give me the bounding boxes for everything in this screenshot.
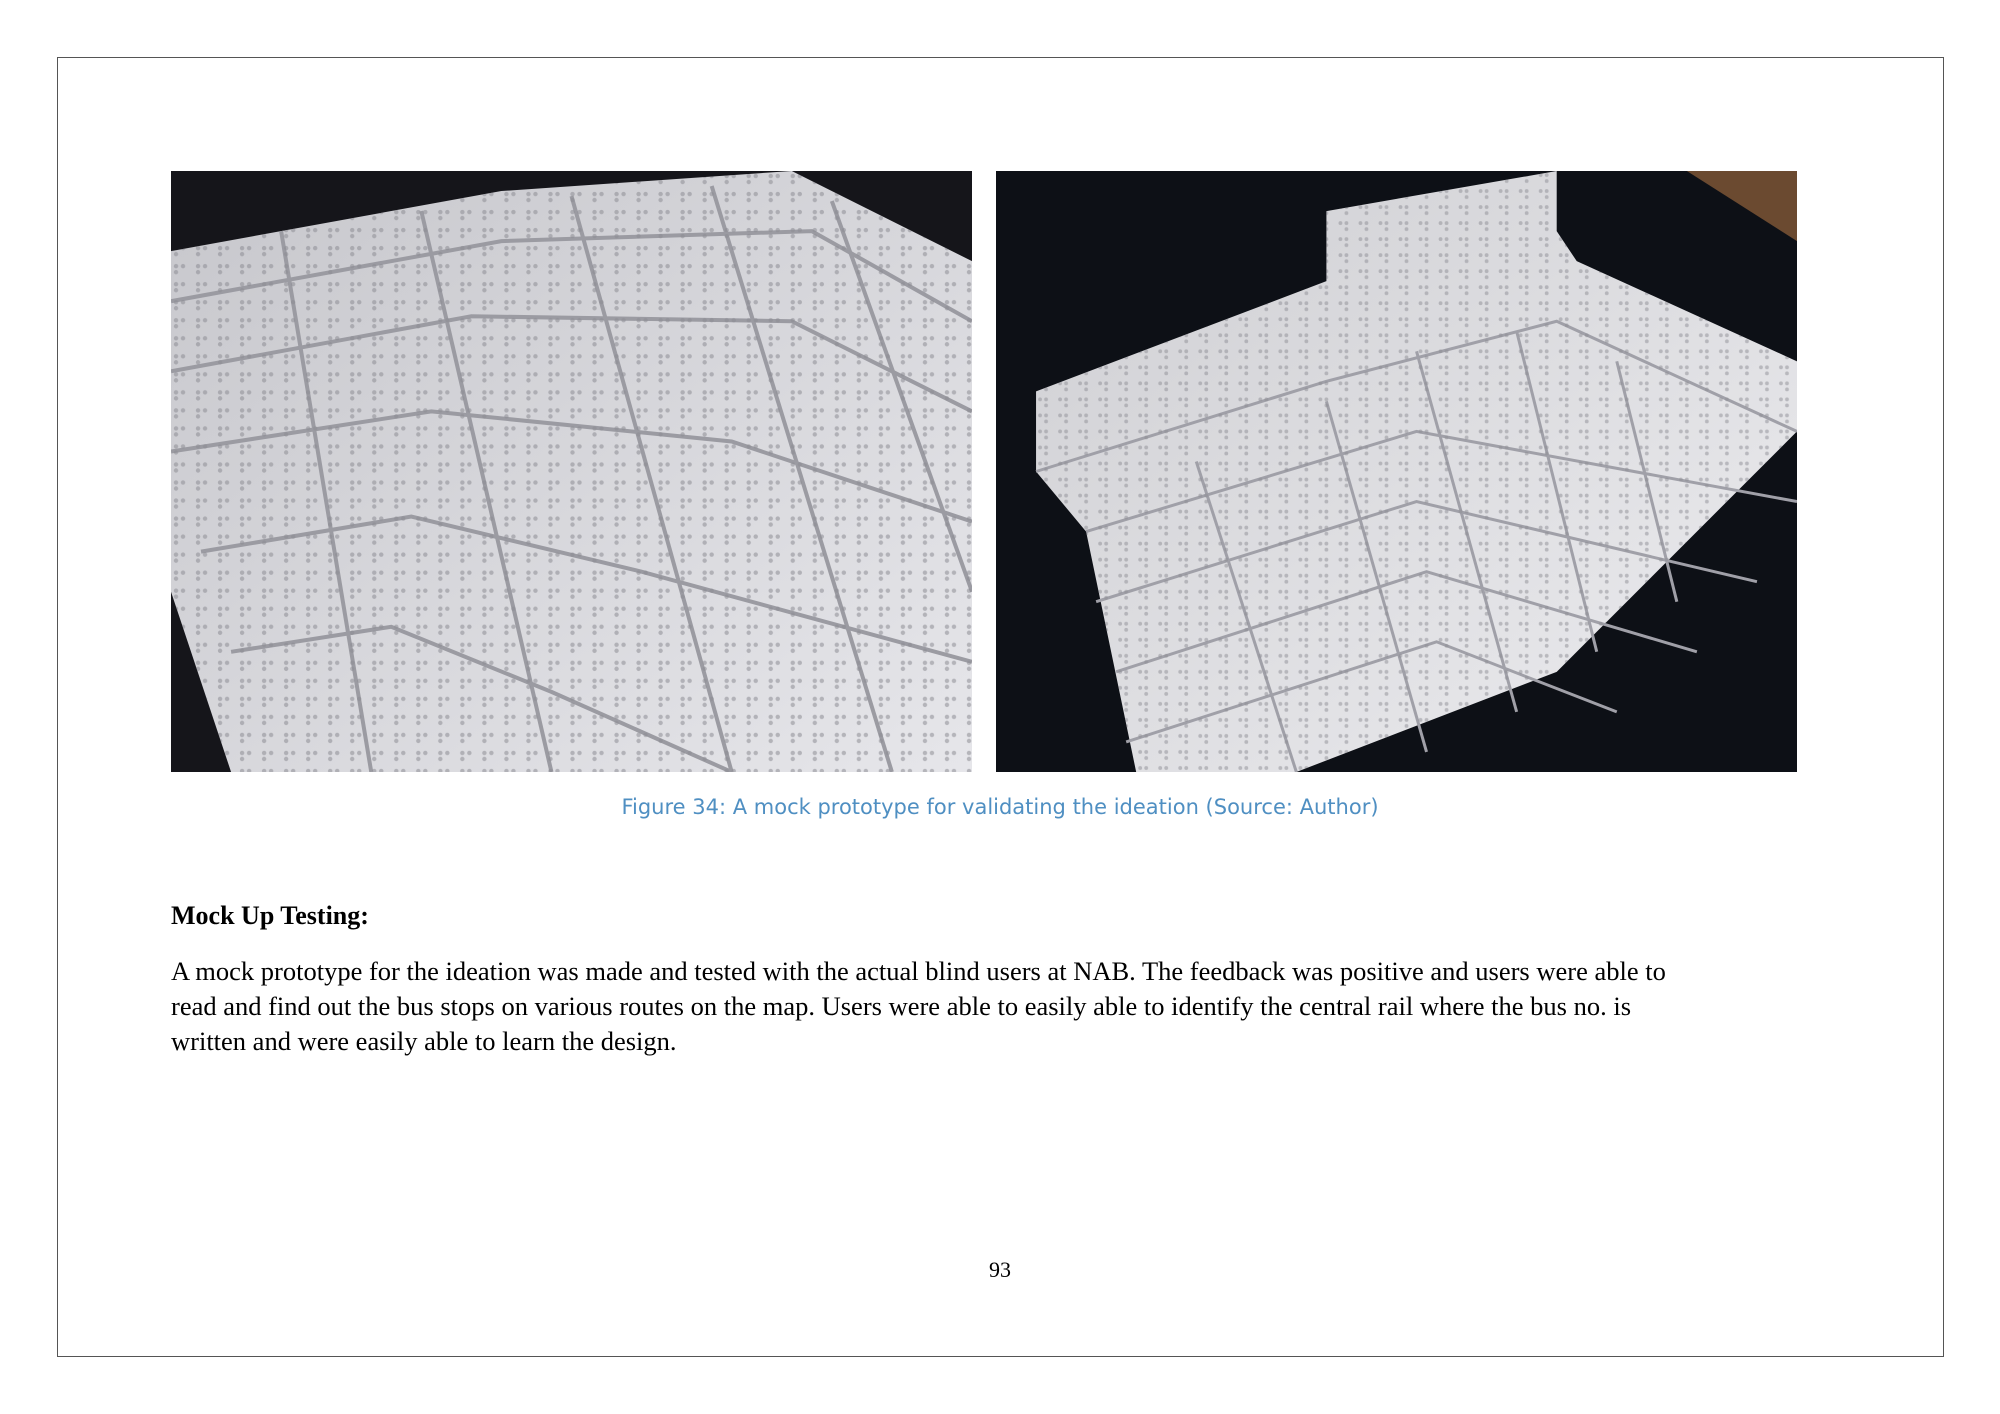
paragraph-line-3: written and were easily able to learn the design. (171, 1026, 677, 1056)
section-paragraph (171, 954, 1811, 1059)
paragraph-line-2: read and find out the bus stops on various routes on the map. Users were able to easily able to identify the central rail where the bus no. is (171, 991, 1632, 1021)
paragraph-line-1: A mock prototype for the ideation was made and tested with the actual blind users at NAB. The feedback was positive and users were able to (171, 956, 1666, 986)
prototype-photo-left (171, 171, 972, 772)
braille-tiles-image-right (996, 171, 1797, 772)
braille-tiles-image-left (171, 171, 972, 772)
prototype-photo-right (996, 171, 1797, 772)
page-number: 93 (989, 1257, 1011, 1282)
figure-caption: Figure 34: A mock prototype for validating the ideation (Source: Author) (621, 795, 1379, 819)
section-heading: Mock Up Testing: (171, 901, 369, 930)
